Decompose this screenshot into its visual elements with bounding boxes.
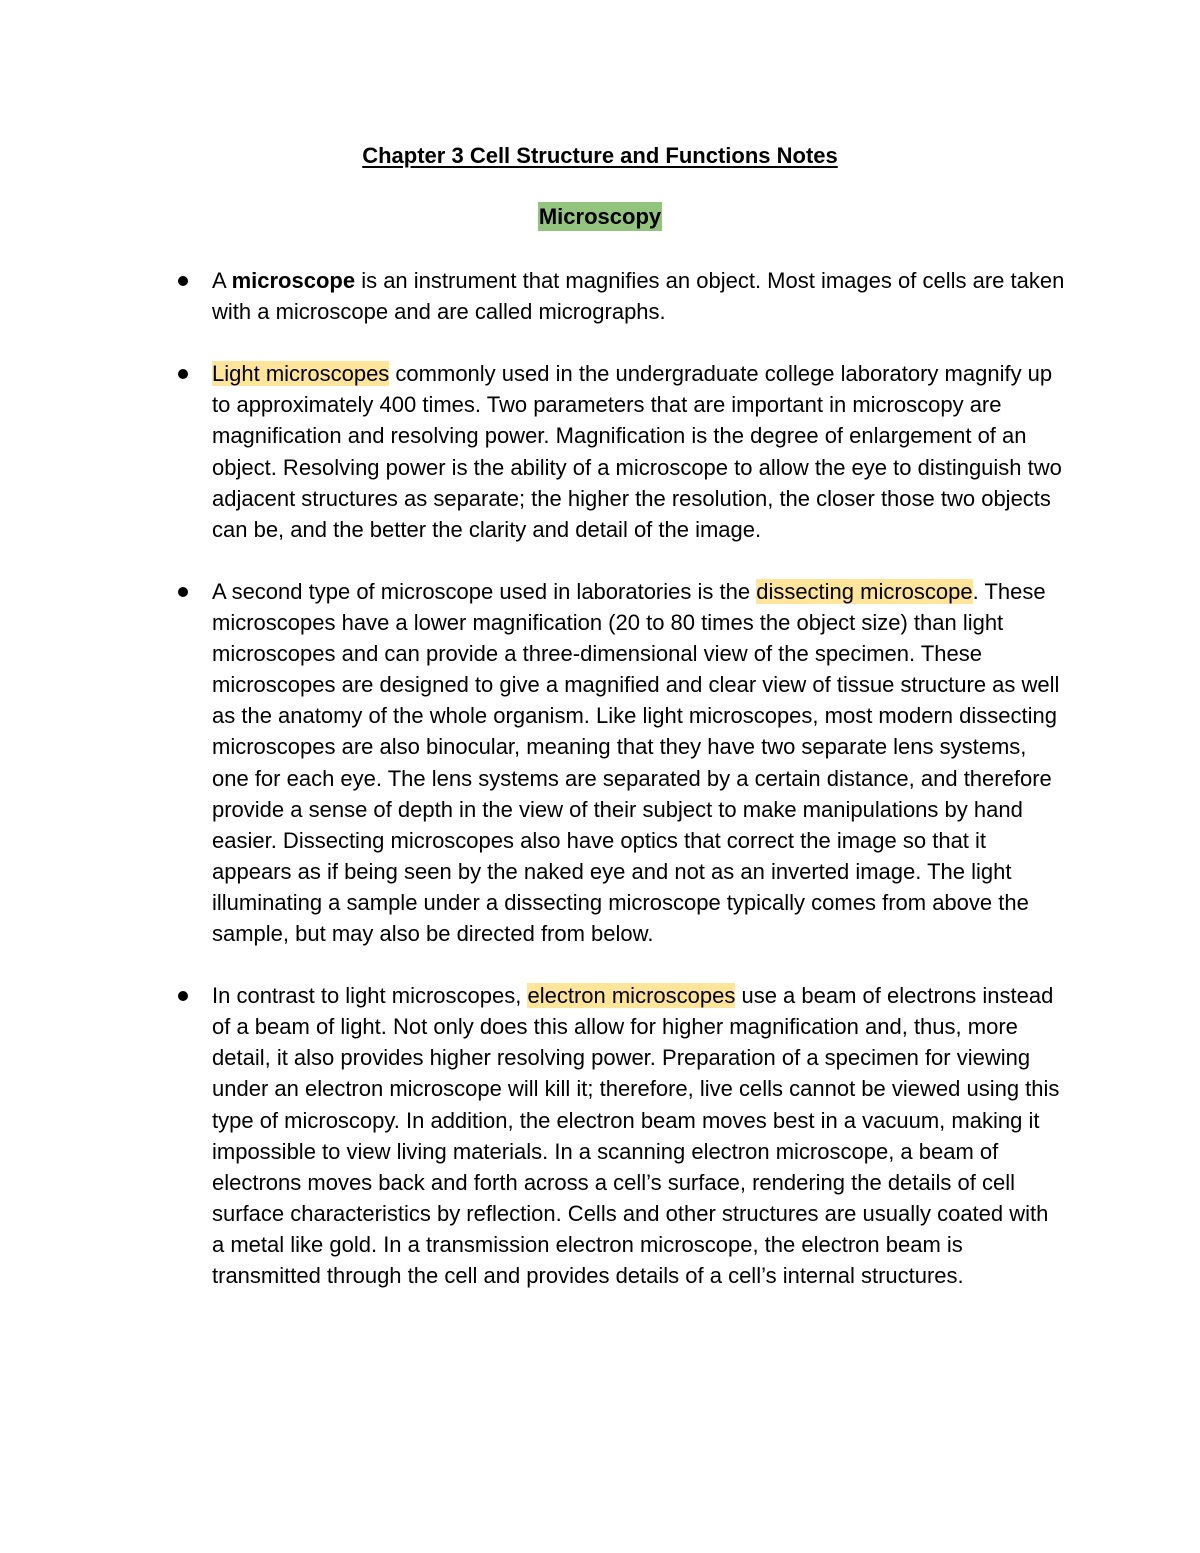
bullet-icon	[178, 587, 188, 597]
bullet-icon	[178, 369, 188, 379]
bullet-icon	[178, 991, 188, 1001]
note-text: use a beam of electrons instead of a beam of light. Not only does this allow for higher magnification and, thus, more detail, it also provides higher resolving power. Preparation of a specimen for viewing under an electron microscope will kill it; therefore, live cells cannot be viewed using this type of microscopy. In addition, the electron beam moves best in a vacuum, making it impossible to view living materials. In a scanning electron microscope, a beam of electrons moves back and forth across a cell’s surface, rendering the details of cell surface characteristics by reflection. Cells and other structures are usually coated with a metal like gold. In a transmission electron microscope, the electron beam is transmitted through the cell and provides details of a cell’s internal structures.	[212, 983, 1060, 1288]
note-item-light-microscopes	[176, 358, 1066, 545]
section-heading	[0, 202, 1200, 232]
section-heading-text: Microscopy	[538, 204, 662, 229]
note-text: commonly used in the undergraduate college laboratory magnify up to approximately 400 times. Two parameters that are important in microscopy are magnification and resolving power. Magnification is the degree of enlargement of an object. Resolving power is the ability of a microscope to allow the eye to distinguish two adjacent structures as separate; the higher the resolution, the closer those two objects can be, and the better the clarity and detail of the image.	[212, 361, 1062, 542]
highlight-dissecting-microscope: dissecting microscope	[756, 578, 973, 604]
document-title	[0, 141, 1200, 171]
note-text: In contrast to light microscopes,	[212, 983, 528, 1009]
note-item-microscope	[176, 265, 1066, 327]
keyword-microscope: microscope	[231, 268, 356, 293]
note-item-electron-microscopes	[176, 980, 1066, 1291]
note-text: is an instrument that magnifies an object. Most images of cells are taken with a microscope and are called micrographs.	[212, 268, 1065, 325]
note-text: A second type of microscope used in laboratories is the	[212, 578, 757, 604]
document-title-text: Chapter 3 Cell Structure and Functions Notes	[362, 143, 838, 168]
note-item-dissecting-microscope	[176, 576, 1066, 949]
highlight-electron-microscopes: electron microscopes	[527, 983, 736, 1009]
bullet-icon	[178, 276, 188, 286]
highlight-light-microscopes: Light microscopes	[212, 361, 390, 387]
note-text: A	[212, 268, 232, 293]
notes-list	[176, 265, 1066, 1322]
note-text: . These microscopes have a lower magnification (20 to 80 times the object size) than light microscopes and can provide a three-dimensional view of the specimen. These microscopes are designed to give a magnified and clear view of tissue structure as well as the anatomy of the whole organism. Like light microscopes, most modern dissecting microscopes are also binocular, meaning that they have two separate lens systems, one for each eye. The lens systems are separated by a certain distance, and therefore provide a sense of depth in the view of their subject to make manipulations by hand easier. Dissecting microscopes also have optics that correct the image so that it appears as if being seen by the naked eye and not as an inverted image. The light illuminating a sample under a dissecting microscope typically comes from above the sample, but may also be directed from below.	[212, 578, 1060, 946]
